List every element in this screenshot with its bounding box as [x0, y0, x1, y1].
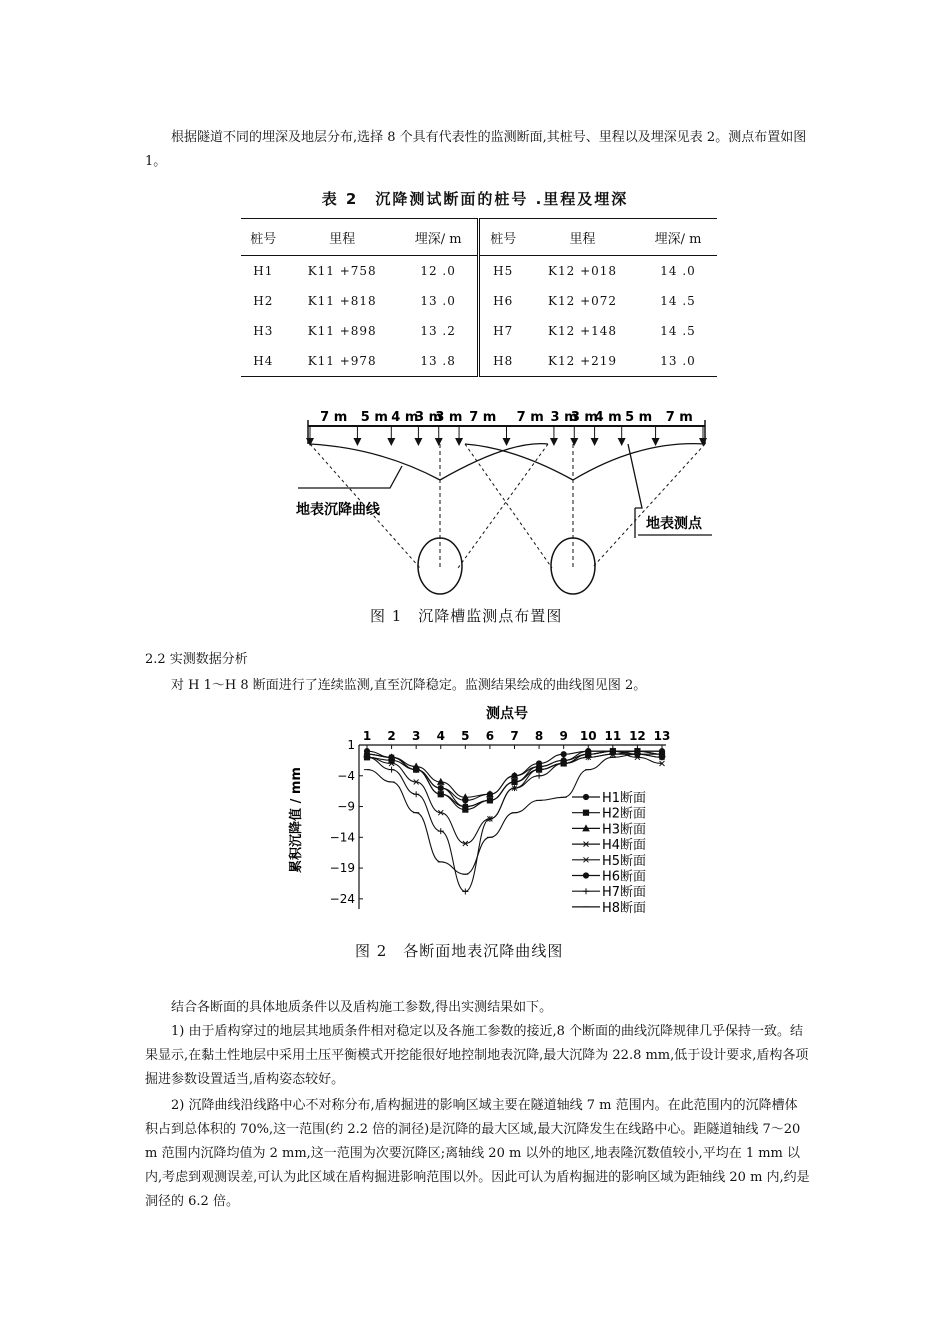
- legend-label: H5断面: [602, 853, 647, 869]
- result-2: 2) 沉降曲线沿线路中心不对称分布,盾构掘进的影响区域主要在隧道轴线 7 m 范围内。在此范围内的沉降槽体积占到总体积的 70%,这一范围(约 2.2 倍的洞径)是沉降的最大区域,最大沉降发生在线路中心。距隧道轴线 7～20 m 范围内沉降均值为 2 mm,这一范围为次要沉降区;离轴线 20 m 以外的地区,地表隆沉数值较小,平均在 1 mm 以内,考虑到观测误差,可认为此区域在盾构掘进影响范围以外。因此可认为盾构掘进的影响区域为距轴线 20 m 内,约是洞径的 6.2 倍。: [145, 1098, 810, 1209]
- data-point: [536, 764, 541, 769]
- table-cell: H4: [253, 354, 274, 368]
- table-cell: 13 .8: [420, 354, 456, 368]
- legend-label: H4断面: [602, 838, 647, 854]
- y-tick-label: −19: [329, 861, 355, 876]
- figure1-layout-diagram: [290, 400, 730, 600]
- table-cell: H5: [479, 256, 526, 287]
- station-marker: [455, 438, 463, 446]
- table-cell: H7: [479, 316, 526, 346]
- y-tick-label: −24: [329, 891, 355, 906]
- table-title: 表 2 沉降测试断面的桩号 .里程及埋深: [321, 190, 629, 208]
- data-point: [462, 888, 468, 894]
- spacing-label: 3 m: [435, 410, 463, 425]
- spacing-label: 5 m: [625, 410, 653, 425]
- header-cell: 埋深/ m: [399, 219, 479, 256]
- data-point: [389, 755, 394, 760]
- table-row: [241, 256, 717, 287]
- data-point: [536, 773, 542, 779]
- table-cell: K11 +898: [307, 324, 377, 338]
- legend-label: H3断面: [602, 822, 647, 838]
- data-point: [583, 794, 588, 799]
- spacing-label: 4 m: [391, 410, 419, 425]
- x-tick-label: 12: [629, 729, 646, 743]
- settlement-chart: [282, 700, 702, 930]
- data-point: [583, 873, 588, 878]
- x-tick-label: 9: [559, 729, 568, 743]
- table-cell: K12 +072: [548, 294, 618, 308]
- table-cell: 13 .0: [420, 294, 456, 308]
- result-1: 1) 由于盾构穿过的地层其地质条件相对稳定以及各施工参数的接近,8 个断面的曲线沉降规律几乎保持一致。结果显示,在黏土性地层中采用土压平衡模式开挖能很好地控制地表沉降,最大沉降为 22.8 mm,低于设计要求,盾构各项掘进参数设置适当,盾构姿态较好。: [145, 1024, 809, 1087]
- station-marker: [414, 438, 422, 446]
- data-point: [583, 888, 589, 894]
- header-cell: 里程: [286, 219, 399, 256]
- figure1-caption: 图 1 沉降槽监测点布置图: [370, 607, 563, 625]
- x-tick-label: 4: [436, 729, 445, 743]
- legend-label: H8断面: [602, 900, 647, 916]
- station-marker: [387, 438, 395, 446]
- table-cell: 14 .0: [660, 264, 696, 278]
- spacing-label: 7 m: [320, 410, 348, 425]
- data-point: [414, 767, 419, 772]
- legend-label: H2断面: [602, 806, 647, 822]
- y-tick-label: −4: [337, 768, 355, 783]
- table-cell: K11 +978: [307, 354, 377, 368]
- spacing-label: 7 m: [665, 410, 693, 425]
- table-cell: H1: [253, 264, 274, 278]
- spacing-label: 3 m: [415, 410, 443, 425]
- chart-title: 测点号: [486, 706, 528, 722]
- spacing-label: 3 m: [570, 410, 598, 425]
- table-cell: K11 +818: [307, 294, 377, 308]
- y-tick-label: −9: [337, 799, 355, 814]
- data-point: [487, 798, 492, 803]
- station-marker: [618, 438, 626, 446]
- table-row: [241, 286, 717, 316]
- x-tick-label: 7: [510, 729, 519, 743]
- spacing-label: 3 m: [550, 410, 578, 425]
- spacing-label: 7 m: [516, 410, 544, 425]
- table-cell: 14 .5: [660, 324, 696, 338]
- table-row: [241, 346, 717, 377]
- legend-label: H6断面: [602, 869, 647, 885]
- data-point: [389, 767, 395, 773]
- data-point: [586, 749, 591, 754]
- x-tick-label: 2: [387, 729, 396, 743]
- y-tick-label: −14: [329, 830, 355, 845]
- station-marker: [591, 438, 599, 446]
- table-cell: 13 .0: [660, 354, 696, 368]
- data-point: [463, 804, 468, 809]
- settlement-table: [241, 218, 717, 377]
- x-tick-label: 1: [362, 729, 372, 743]
- data-point: [364, 749, 369, 754]
- x-tick-label: 11: [604, 729, 622, 743]
- table-cell: H6: [479, 286, 526, 316]
- data-point: [438, 792, 443, 797]
- chart-ylabel: 累积沉降值 / mm: [289, 767, 304, 873]
- monitor-paragraph: 对 H 1～H 8 断面进行了连续监测,直至沉降稳定。监测结果绘成的曲线图见图 2。: [171, 678, 647, 693]
- station-marker: [435, 438, 443, 446]
- table-header-row: [241, 219, 717, 256]
- spacing-label: 7 m: [469, 410, 497, 425]
- data-point: [583, 810, 588, 815]
- intro-paragraph: 根据隧道不同的埋深及地层分布,选择 8 个具有代表性的监测断面,其桩号、里程以及埋深见表 2。测点布置如图 1。: [145, 130, 807, 169]
- x-tick-label: 6: [485, 729, 495, 743]
- settlement-curve-label: 地表沉降曲线: [296, 502, 380, 518]
- station-marker: [353, 438, 361, 446]
- data-point: [561, 752, 566, 757]
- data-point: [438, 828, 444, 834]
- table-cell: K12 +219: [548, 354, 618, 368]
- x-tick-label: 10: [579, 729, 597, 743]
- data-point: [512, 779, 517, 784]
- table-cell: 12 .0: [420, 264, 456, 278]
- table-cell: H2: [253, 294, 274, 308]
- header-cell: 埋深/ m: [639, 219, 717, 256]
- data-point: [413, 791, 419, 797]
- surface-points-label: 地表测点: [646, 516, 702, 532]
- table-row: [241, 316, 717, 346]
- x-tick-label: 5: [461, 729, 470, 743]
- table-cell: K12 +018: [548, 264, 618, 278]
- table-cell: 13 .2: [420, 324, 456, 338]
- section-heading: 2.2 实测数据分析: [145, 652, 248, 667]
- spacing-label: 5 m: [360, 410, 388, 425]
- x-tick-label: 3: [411, 729, 421, 743]
- legend-label: H7断面: [602, 885, 647, 901]
- spacing-label: 4 m: [594, 410, 622, 425]
- table-cell: K11 +758: [307, 264, 377, 278]
- x-tick-label: 13: [653, 729, 671, 743]
- station-marker: [699, 438, 707, 446]
- legend-label: H1断面: [602, 791, 647, 806]
- station-marker: [652, 438, 660, 446]
- figure2-caption: 图 2 各断面地表沉降曲线图: [355, 942, 564, 960]
- table-cell: K12 +148: [548, 324, 618, 338]
- x-tick-label: 8: [534, 729, 544, 743]
- station-marker: [570, 438, 578, 446]
- y-tick-label: 1: [347, 738, 355, 752]
- results-intro: 结合各断面的具体地质条件以及盾构施工参数,得出实测结果如下。: [171, 1000, 553, 1015]
- table-cell: 14 .5: [660, 294, 696, 308]
- header-cell: 里程: [526, 219, 639, 256]
- header-cell: 桩号: [479, 219, 526, 256]
- table-cell: H8: [479, 346, 526, 377]
- table-cell: H3: [253, 324, 274, 338]
- station-marker: [503, 438, 511, 446]
- header-cell: 桩号: [241, 219, 286, 256]
- station-marker: [550, 438, 558, 446]
